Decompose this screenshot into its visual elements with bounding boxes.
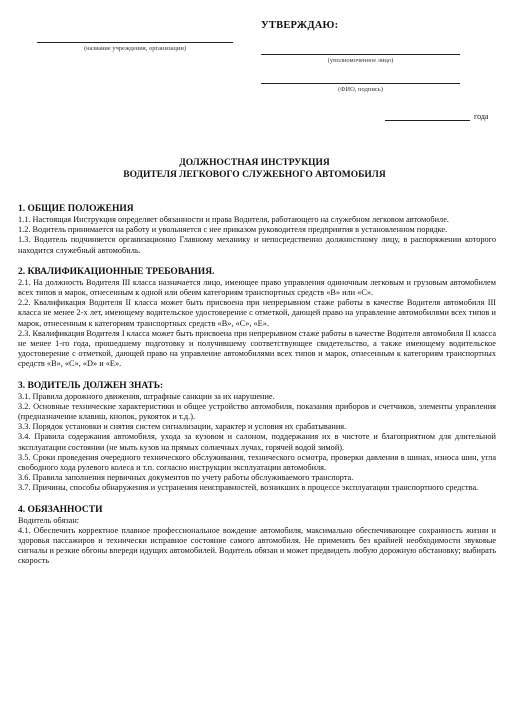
paragraph-4-1: 4.1. Обеспечить корректное плавное профессиональное вождение автомобиля, максимально обеспечивающее сохранность жизни и здоровья пассажиров и технически исправное состояние самого автомобиля. Не применять без крайней необходимости звуковые сигналы и резкие обгоны впереди идущих автомобилей. Водитель обязан и может предвидеть любую дорожную обстановку; выбирать скорость <box>18 525 496 566</box>
org-name-caption: (название учреждения, организации) <box>83 45 187 52</box>
doc-title-line-1: ДОЛЖНОСТНАЯ ИНСТРУКЦИЯ <box>179 158 330 168</box>
paragraph-3-5: 3.5. Сроки проведения очередного технического обслуживания, технического осмотра, проверки давления в шинах, износа шин, угла свободного хода рулевого колеса и т.п. согласно инструкции эксплуатации автомобиля. <box>18 452 496 473</box>
fio-caption: (ФИО, подпись) <box>338 86 383 93</box>
paragraph-3-7: 3.7. Причины, способы обнаружения и устранения неисправностей, возникших в процессе эксплуатации транспортного средства. <box>18 483 479 493</box>
section-4-heading: 4. ОБЯЗАННОСТИ <box>18 504 103 515</box>
section-3-heading: 3. ВОДИТЕЛЬ ДОЛЖЕН ЗНАТЬ: <box>18 380 164 391</box>
paragraph-1-1: 1.1. Настоящая Инструкция определяет обязанности и права Водителя, работающего на служебном легковом автомобиле. <box>18 215 449 224</box>
paragraph-3-3: 3.3. Порядок установки и снятия систем сигнализации, характер и условия их срабатывания. <box>18 422 347 432</box>
approve-title: УТВЕРЖДАЮ: <box>261 20 339 31</box>
paragraph-3-2: 3.2. Основные технические характеристики и общее устройство автомобиля, показания приборов и счетчиков, элементы управления (предназначение клавиш, кнопок, рукояток и т.д.). <box>18 401 496 422</box>
paragraph-3-4: 3.4. Правила содержания автомобиля, ухода за кузовом и салоном, поддержания их в чистоте и благоприятном для длительной эксплуатации состоянии (не мыть кузов на прямых солнечных лучах, горячей водой зимой). <box>18 432 496 452</box>
document-body <box>18 203 496 567</box>
org-name-line <box>37 42 233 43</box>
official-line <box>261 54 460 55</box>
paragraph-3-6: 3.6. Правила заполнения первичных документов по учету работы обслуживаемого транспорта. <box>18 473 354 483</box>
doc-title-line-2: ВОДИТЕЛЯ ЛЕГКОВОГО СЛУЖЕБНОГО АВТОМОБИЛЯ <box>123 170 386 180</box>
date-line <box>385 120 470 121</box>
paragraph-1-3: 1.3. Водитель подчиняется организационно Главному механику и непосредственно должностному лицу, в распоряжении которого находится служебный автомобиль. <box>18 235 496 255</box>
official-caption: (уполномоченное лицо) <box>327 57 394 64</box>
year-label: года <box>474 112 489 121</box>
paragraph-2-2: 2.2. Квалификация Водителя II класса может быть присвоена при непрерывном стаже работы в качестве Водителя автомобиля III класса не менее 2-х лет, имеющему водительское удостоверение с отметкой, дающей право на управление автомобилями всех типов и марок, отнесенным к категориям транспортных средств «В», «С», «Е». <box>18 298 496 328</box>
paragraph-1-2: 1.2. Водитель принимается на работу и увольняется с нее приказом руководителя предприятия в установленном порядке. <box>18 225 448 235</box>
section-2-heading: 2. КВАЛИФИКАЦИОННЫЕ ТРЕБОВАНИЯ. <box>18 266 215 277</box>
section-1-heading: 1. ОБЩИЕ ПОЛОЖЕНИЯ <box>18 204 134 214</box>
section-4-intro: Водитель обязан: <box>18 515 80 525</box>
fio-line <box>261 83 460 84</box>
paragraph-2-3: 2.3. Квалификация Водителя I класса может быть присвоена при непрерывном стаже работы в качестве Водителя автомобиля II класса не менее 1-го года, прошедшему подготовку и получившему соответствующее свидетельство, а также имеющему водительское удостоверение с отметкой, дающей право на управление автомобилями всех типов и марок, отнесенным к категориям транспортных средств «В», «С», «D» и «Е». <box>18 328 496 369</box>
paragraph-2-1: 2.1. На должность Водителя III класса назначается лицо, имеющее право управления одиночным легковым и грузовым автомобилем всех типов и марок, отнесенным к одной или обеим категориям транспортных средств «В» или «С». <box>18 277 496 298</box>
paragraph-3-1: 3.1. Правила дорожного движения, штрафные санкции за их нарушение. <box>18 391 275 401</box>
